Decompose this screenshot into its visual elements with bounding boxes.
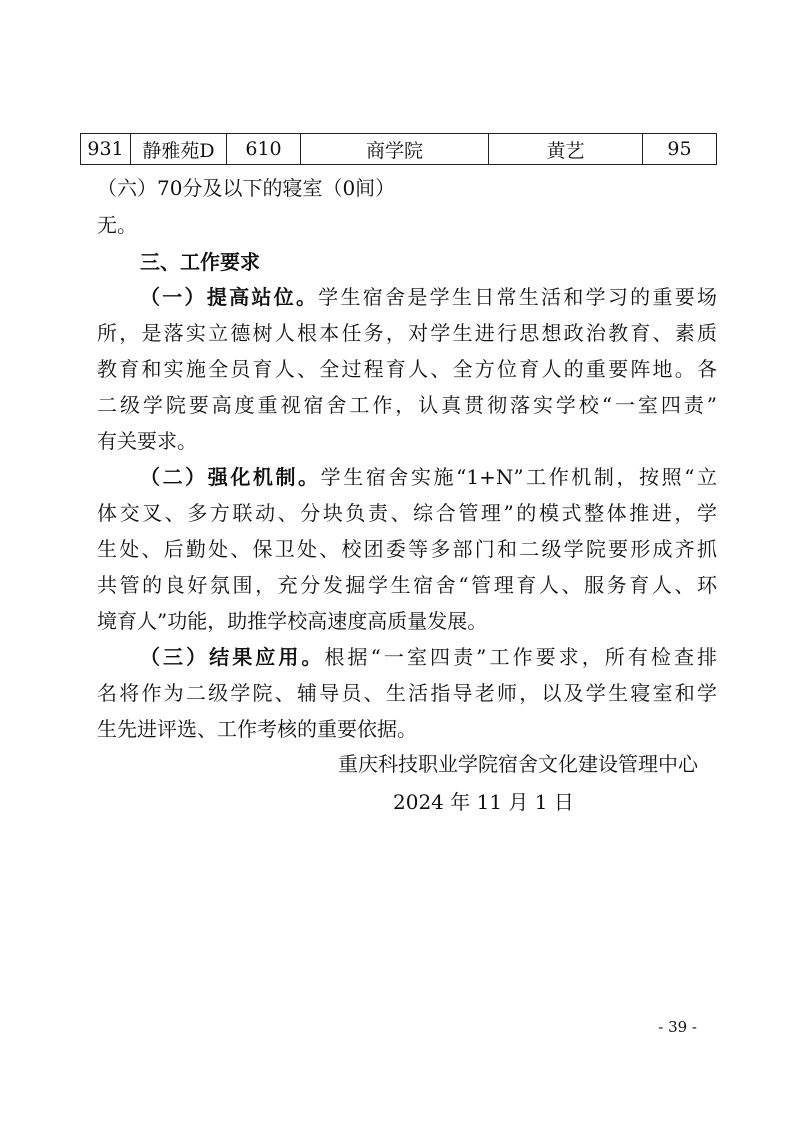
paragraph-lead: （三）结果应用。 [140, 645, 325, 669]
signature-org: 重庆科技职业学院宿舍文化建设管理中心 [338, 752, 698, 776]
signature-date: 2024 年 11 月 1 日 [393, 790, 574, 814]
paragraph-text: 学生宿舍实施“1+N”工作机制，按照“立 [320, 465, 718, 489]
paragraph-line: 共管的良好氛围，充分发掘学生宿舍“管理育人、服务育人、环 [97, 573, 717, 597]
paragraph-line: 体交叉、多方联动、分块负责、综合管理”的模式整体推进，学 [97, 501, 717, 525]
paragraph-lead: （一）提高站位。 [140, 285, 319, 309]
page-number: - 39 - [658, 1018, 697, 1036]
paragraph-line: 境育人”功能，助推学校高速度高质量发展。 [97, 609, 488, 633]
paragraph-line [140, 281, 717, 313]
paragraph-line: 生处、后勤处、保卫处、校团委等多部门和二级学院要形成齐抓 [97, 537, 717, 561]
table-cell-counselor: 黄艺 [489, 134, 643, 165]
table-cell-room-rank: 931 [81, 134, 131, 165]
table-cell-score: 95 [643, 134, 717, 165]
paragraph-line: 生先进评选、工作考核的重要依据。 [97, 717, 417, 741]
paragraph-line: 有关要求。 [97, 429, 197, 453]
table-row [81, 134, 717, 165]
paragraph-line: 二级学院要高度重视宿舍工作，认真贯彻落实学校“一室四责” [97, 393, 717, 417]
paragraph-text: 根据“一室四责”工作要求，所有检查排 [324, 645, 718, 669]
score-table [80, 133, 717, 165]
paragraph-line [140, 461, 717, 493]
table-cell-building: 静雅苑D [131, 134, 227, 165]
subsection-title: （六）70分及以下的寝室（0间） [97, 176, 396, 200]
paragraph-line [140, 641, 717, 673]
section-heading: 三、工作要求 [140, 250, 260, 274]
paragraph-text: 学生宿舍是学生日常生活和学习的重要场 [318, 285, 718, 309]
paragraph-line: 名将作为二级学院、辅导员、生活指导老师，以及学生寝室和学 [97, 681, 717, 705]
paragraph-line: 所，是落实立德树人根本任务，对学生进行思想政治教育、素质 [97, 321, 717, 345]
table-cell-room-number: 610 [227, 134, 301, 165]
table-cell-college: 商学院 [301, 134, 489, 165]
paragraph-line: 教育和实施全员育人、全过程育人、全方位育人的重要阵地。各 [97, 357, 717, 381]
subsection-body: 无。 [97, 213, 137, 237]
paragraph-lead: （二）强化机制。 [140, 465, 321, 489]
